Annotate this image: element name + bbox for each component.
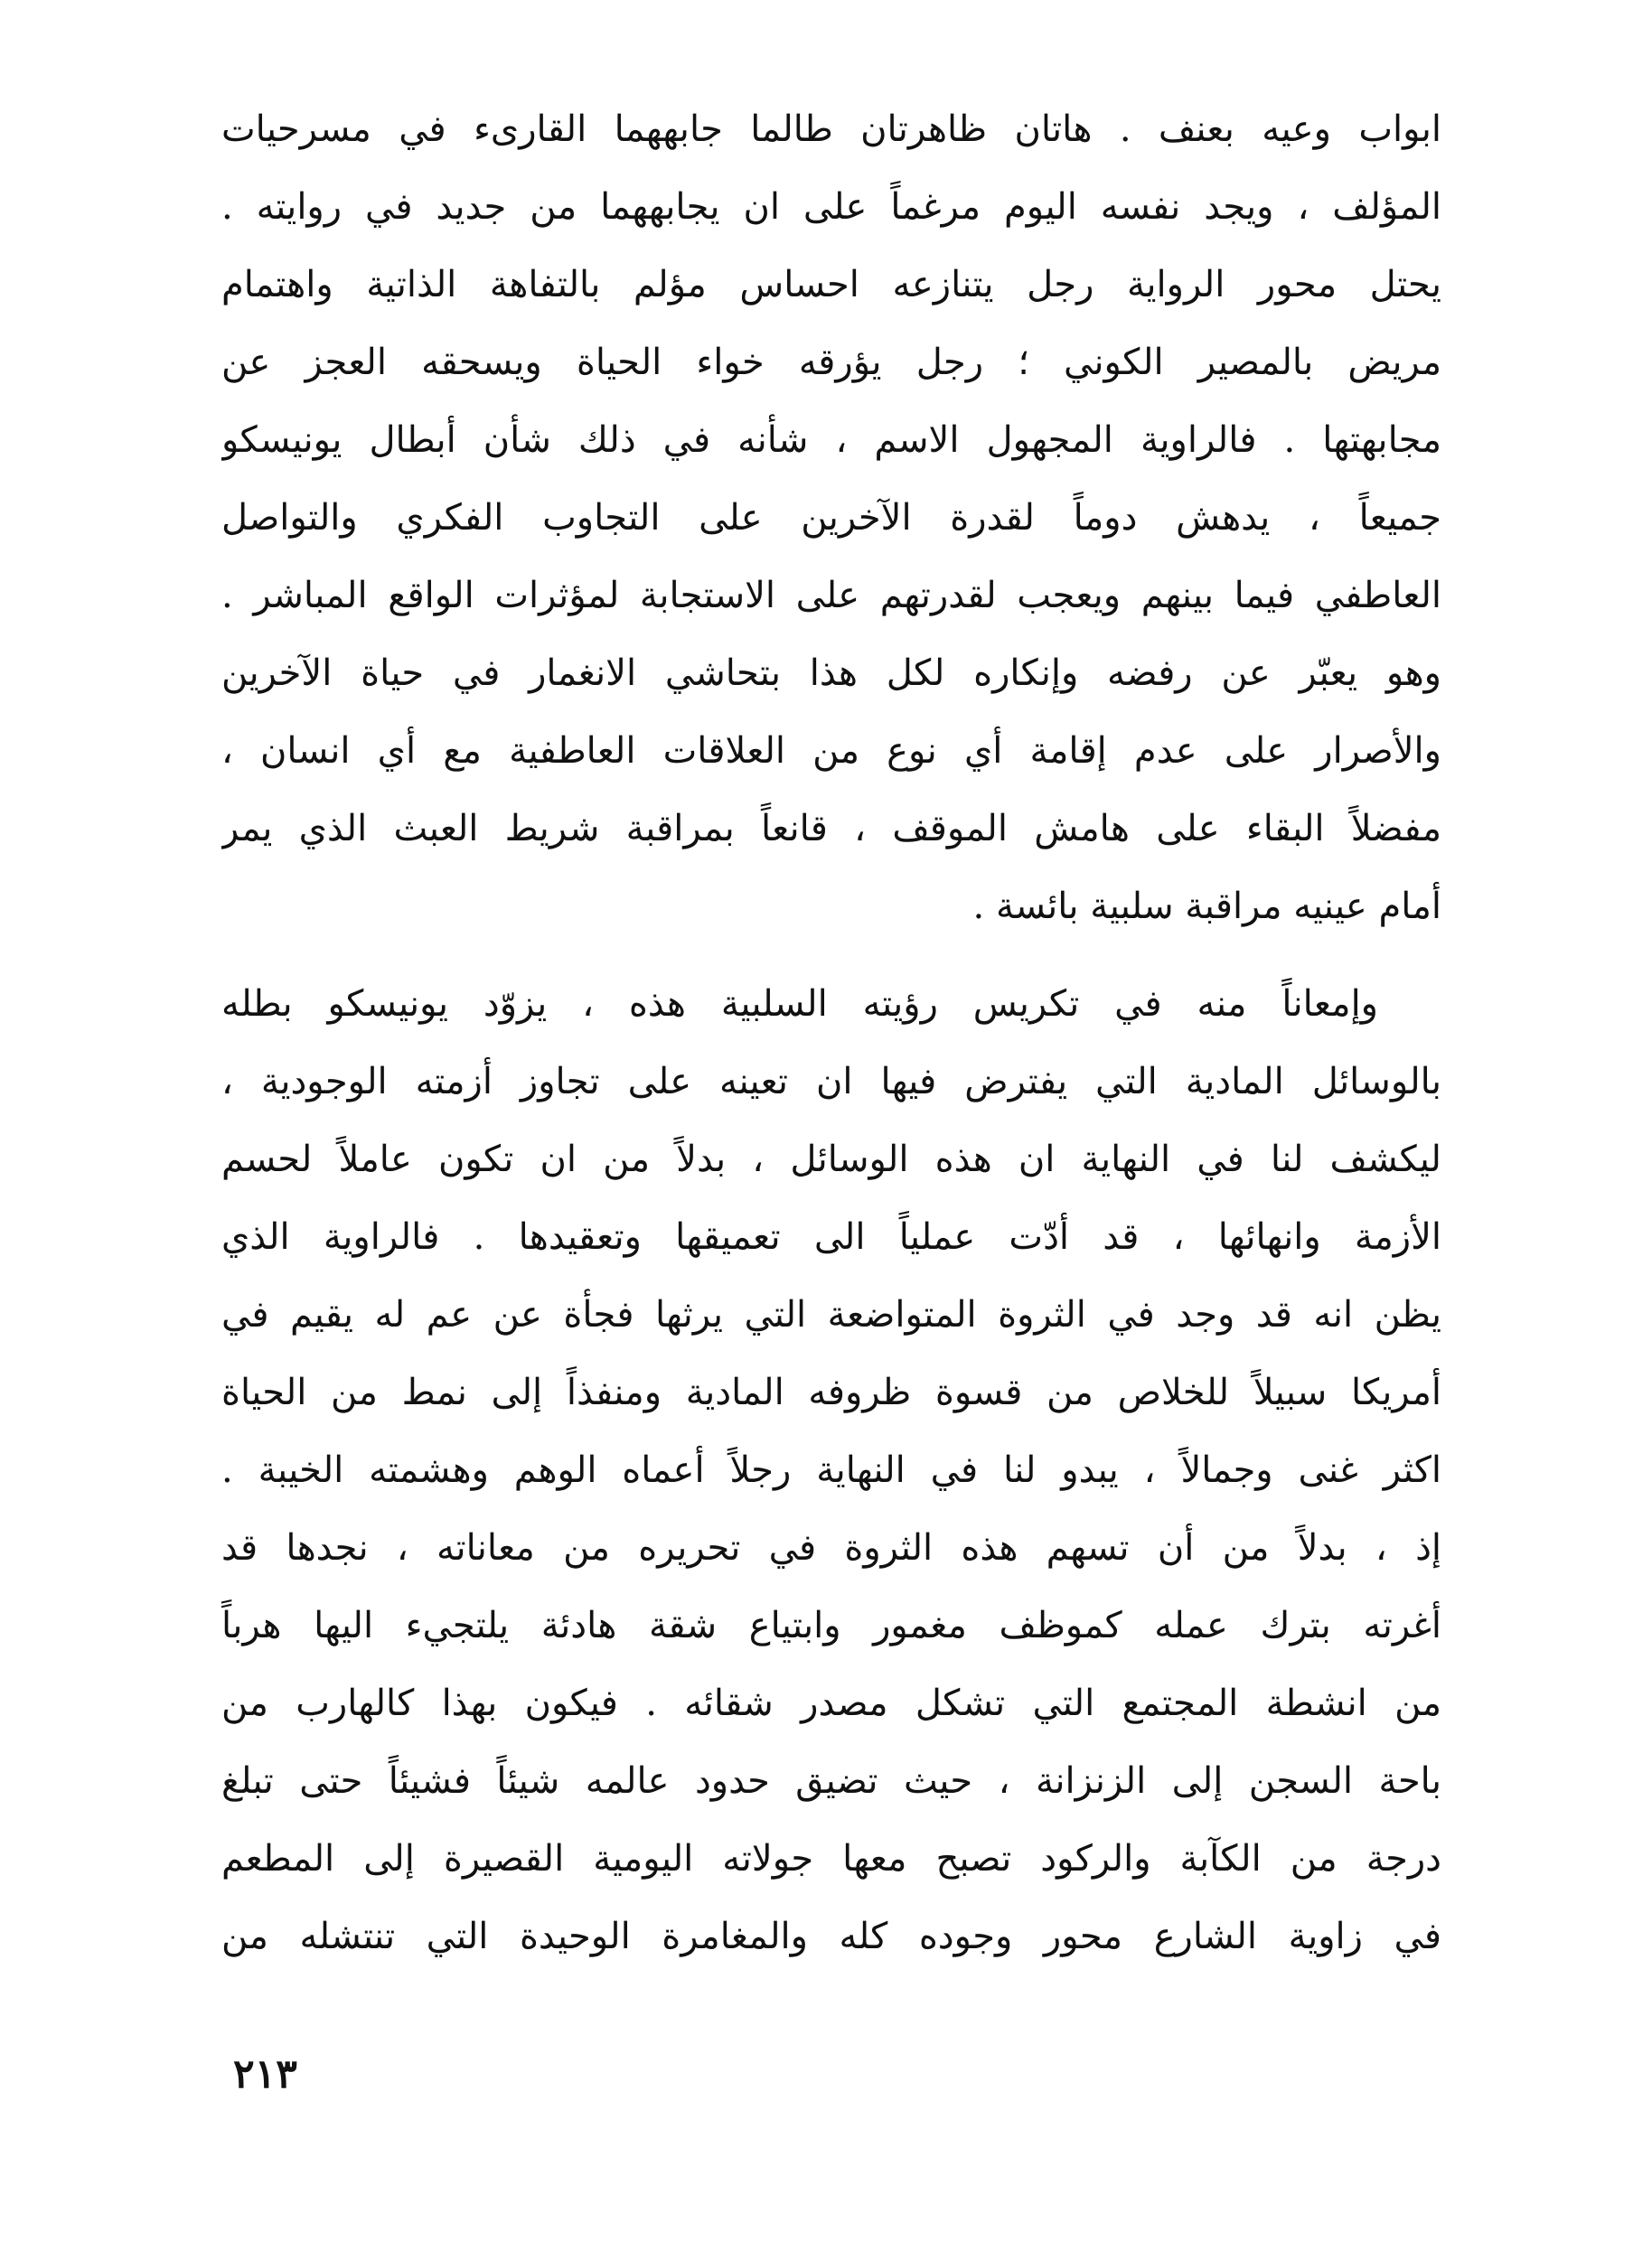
text-line: أمام عينيه مراقبة سلبية بائسة .: [972, 886, 1441, 927]
text-line: المؤلف ، ويجد نفسه اليوم مرغماً على ان يجابههما من جديد في روايته .: [221, 186, 1441, 228]
text-line: وإمعاناً منه في تكريس رؤيته السلبية هذه ، يزوّد يونيسكو بطله: [221, 983, 1378, 1025]
text-line: في زاوية الشارع محور وجوده كله والمغامرة الوحيدة التي تنتشله من: [221, 1916, 1441, 1957]
body-text: [221, 90, 1441, 1975]
text-line: ابواب وعيه بعنف . هاتان ظاهرتان طالما جابههما القارىء في مسرحيات: [221, 108, 1441, 150]
text-line: يحتل محور الرواية رجل يتنازعه احساس مؤلم بالتفاهة الذاتية واهتمام: [221, 264, 1441, 305]
text-line: يظن انه قد وجد في الثروة المتواضعة التي يرثها فجأة عن عم له يقيم في: [221, 1294, 1441, 1336]
text-line: العاطفي فيما بينهم ويعجب لقدرتهم على الاستجابة لمؤثرات الواقع المباشر .: [221, 575, 1441, 616]
paragraph-2: [221, 965, 1441, 1975]
text-line: والأصرار على عدم إقامة أي نوع من العلاقات العاطفية مع أي انسان ،: [221, 730, 1441, 772]
text-line: من انشطة المجتمع التي تشكل مصدر شقائه . فيكون بهذا كالهارب من: [221, 1683, 1441, 1724]
text-line: درجة من الكآبة والركود تصبح معها جولاته اليومية القصيرة إلى المطعم: [221, 1838, 1441, 1880]
text-line: إذ ، بدلاً من أن تسهم هذه الثروة في تحريره من معاناته ، نجدها قد: [221, 1527, 1441, 1569]
text-line: أمريكا سبيلاً للخلاص من قسوة ظروفه المادية ومنفذاً إلى نمط من الحياة: [221, 1372, 1441, 1413]
paragraph-1: [221, 90, 1441, 945]
text-line: مفضلاً البقاء على هامش الموقف ، قانعاً بمراقبة شريط العبث الذي يمر: [221, 808, 1441, 849]
text-line: جميعاً ، يدهش دوماً لقدرة الآخرين على التجاوب الفكري والتواصل: [221, 497, 1441, 539]
text-line: الأزمة وانهائها ، قد أدّت عملياً الى تعميقها وتعقيدها . فالراوية الذي: [221, 1216, 1441, 1258]
text-line: اكثر غنى وجمالاً ، يبدو لنا في النهاية رجلاً أعماه الوهم وهشمته الخيبة .: [221, 1449, 1441, 1491]
page-number: ٢١٣: [233, 2051, 297, 2097]
text-line: مجابهتها . فالراوية المجهول الاسم ، شأنه في ذلك شأن أبطال يونيسكو: [221, 419, 1441, 461]
text-line: بالوسائل المادية التي يفترض فيها ان تعينه على تجاوز أزمته الوجودية ،: [221, 1061, 1441, 1102]
text-line: باحة السجن إلى الزنزانة ، حيث تضيق حدود عالمه شيئاً فشيئاً حتى تبلغ: [221, 1760, 1441, 1802]
text-line: أغرته بترك عمله كموظف مغمور وابتياع شقة هادئة يلتجيء اليها هرباً: [221, 1605, 1441, 1646]
text-line: ليكشف لنا في النهاية ان هذه الوسائل ، بدلاً من ان تكون عاملاً لحسم: [221, 1139, 1441, 1180]
text-line: وهو يعبّر عن رفضه وإنكاره لكل هذا بتحاشي الانغمار في حياة الآخرين: [221, 652, 1441, 694]
text-line: مريض بالمصير الكوني ؛ رجل يؤرقه خواء الحياة ويسحقه العجز عن: [221, 342, 1441, 383]
